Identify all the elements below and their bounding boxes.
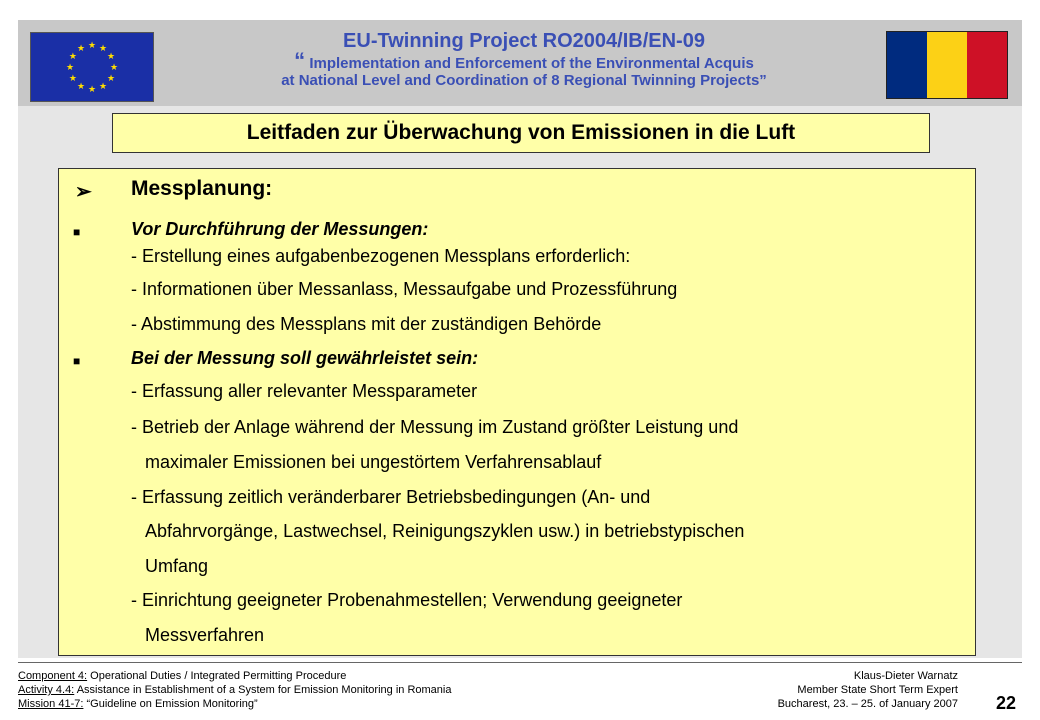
footer-date: Bucharest, 23. – 25. of January 2007 — [777, 698, 958, 710]
eu-star-icon: ★ — [109, 62, 119, 72]
project-subtitle-1: “ Implementation and Enforcement of the Environmental Acquis — [294, 48, 754, 73]
eu-star-icon: ★ — [107, 51, 116, 61]
eu-star-icon: ★ — [98, 42, 108, 53]
slide-title-box — [112, 113, 930, 153]
eu-star-icon: ★ — [76, 81, 86, 92]
project-title — [168, 30, 880, 89]
section1-item: - Informationen über Messanlass, Messaufgabe und Prozessführung — [131, 279, 678, 299]
section2-item: Umfang — [145, 556, 209, 576]
footer-mission: Mission 41-7: “Guideline on Emission Monitoring” — [18, 698, 258, 710]
section2-item: - Betrieb der Anlage während der Messung im Zustand größter Leistung und — [131, 417, 739, 437]
footer-left — [18, 669, 451, 711]
section2-item: - Einrichtung geeigneter Probenahmestellen; Verwendung geeigneter — [131, 590, 683, 610]
arrow-bullet-icon: ➢ — [75, 181, 92, 203]
section1-item: - Abstimmung des Messplans mit der zuständigen Behörde — [131, 314, 602, 334]
footer-activity: Activity 4.4: Assistance in Establishment of a System for Emission Monitoring in Romania — [18, 684, 452, 696]
section2-item: Messverfahren — [145, 625, 265, 645]
footer-author: Klaus-Dieter Warnatz — [853, 670, 958, 682]
eu-star-icon: ★ — [98, 81, 108, 92]
footer-role: Member State Short Term Expert — [797, 684, 958, 696]
section1-item: - Erstellung eines aufgabenbezogenen Messplans erforderlich: — [131, 246, 631, 266]
footer-right — [778, 669, 958, 711]
section2-item: Abfahrvorgänge, Lastwechsel, Reinigungszyklen usw.) in betriebstypischen — [145, 521, 745, 541]
section2-item: maximaler Emissionen bei ungestörtem Verfahrensablauf — [145, 452, 602, 472]
page-number: 22 — [996, 693, 1017, 713]
footer-component: Component 4: Operational Duties / Integrated Permitting Procedure — [18, 670, 347, 682]
eu-flag-icon — [30, 32, 154, 102]
eu-star-icon: ★ — [87, 40, 97, 50]
content-box — [58, 168, 976, 656]
slide-title: Leitfaden zur Überwachung von Emissionen in die Luft — [246, 121, 796, 144]
eu-star-icon: ★ — [68, 73, 77, 83]
eu-star-icon: ★ — [76, 42, 86, 53]
square-bullet-icon: ■ — [73, 225, 81, 239]
eu-star-icon: ★ — [107, 73, 116, 83]
section2-label: Bei der Messung soll gewährleistet sein: — [131, 348, 479, 368]
footer-divider — [18, 662, 1022, 663]
eu-star-icon: ★ — [87, 84, 97, 94]
romania-flag-icon — [886, 31, 1008, 99]
project-subtitle-2: at National Level and Coordination of 8 Regional Twinning Projects” — [281, 72, 767, 89]
eu-star-icon: ★ — [68, 51, 77, 61]
section1-label: Vor Durchführung der Messungen: — [131, 219, 429, 239]
section2-item: - Erfassung aller relevanter Messparameter — [131, 381, 478, 401]
section2-item: - Erfassung zeitlich veränderbarer Betriebsbedingungen (An- und — [131, 487, 651, 507]
square-bullet-icon: ■ — [73, 354, 81, 368]
header-banner — [18, 20, 1022, 106]
project-code: EU-Twinning Project RO2004/IB/EN-09 — [343, 30, 705, 52]
content-heading: Messplanung: — [131, 177, 273, 200]
eu-star-icon: ★ — [65, 62, 75, 72]
